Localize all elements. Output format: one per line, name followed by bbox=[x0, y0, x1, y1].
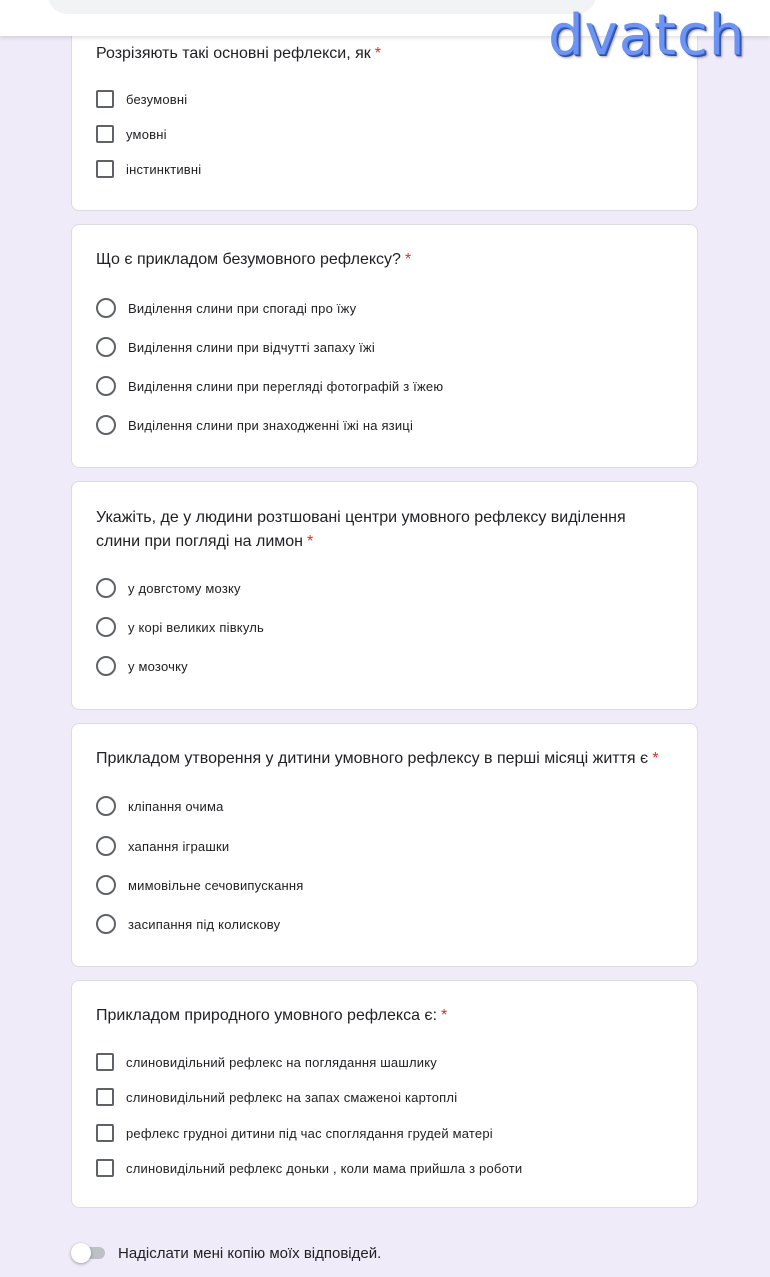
radio-icon[interactable] bbox=[96, 376, 116, 396]
option-label: інстинктивні bbox=[126, 161, 202, 177]
checkbox-option[interactable] bbox=[96, 1086, 457, 1108]
checkbox-icon[interactable] bbox=[96, 1124, 114, 1142]
checkbox-option[interactable] bbox=[96, 1122, 493, 1144]
checkbox-option[interactable] bbox=[96, 88, 187, 110]
option-label: у корі великих півкуль bbox=[128, 619, 265, 635]
radio-icon[interactable] bbox=[96, 578, 116, 598]
required-asterisk: * bbox=[404, 251, 412, 268]
radio-icon[interactable] bbox=[96, 415, 116, 435]
checkbox-option[interactable] bbox=[96, 1051, 437, 1073]
option-label: Виділення слини при спогаді про їжу bbox=[128, 300, 357, 316]
option-label: засипання під колискову bbox=[128, 916, 281, 932]
checkbox-icon[interactable] bbox=[96, 1159, 114, 1177]
checkbox-icon[interactable] bbox=[96, 90, 114, 108]
checkbox-option[interactable] bbox=[96, 123, 167, 145]
option-label: рефлекс грудноі дитини під час споглядання грудей матері bbox=[126, 1125, 493, 1141]
required-asterisk: * bbox=[652, 750, 659, 767]
radio-option[interactable] bbox=[96, 835, 229, 857]
question-card-4 bbox=[71, 723, 698, 967]
question-card-5 bbox=[71, 980, 698, 1208]
radio-option[interactable] bbox=[96, 414, 413, 436]
radio-icon[interactable] bbox=[96, 875, 116, 895]
option-label: слиновидільний рефлекс доньки , коли мама прийшла з роботи bbox=[126, 1160, 523, 1176]
question-card-3 bbox=[71, 481, 698, 710]
option-label: кліпання очима bbox=[128, 798, 224, 814]
option-label: у мозочку bbox=[128, 658, 188, 674]
question-title: Прикладом природного умовного рефлекса є: * bbox=[96, 1007, 448, 1024]
question-title: Що є прикладом безумовного рефлексу? * bbox=[96, 251, 412, 268]
radio-icon[interactable] bbox=[96, 617, 116, 637]
checkbox-icon[interactable] bbox=[96, 125, 114, 143]
radio-option[interactable] bbox=[96, 874, 304, 896]
search-bar[interactable] bbox=[48, 0, 596, 14]
question-title: Розрізяють такі основні рефлекси, як * bbox=[96, 45, 381, 62]
required-asterisk: * bbox=[441, 1007, 448, 1024]
question-title: Укажіть, де у людини розтшовані центри умовного рефлексу виділення слини при погляді на лимон * bbox=[96, 509, 626, 550]
checkbox-option[interactable] bbox=[96, 158, 201, 180]
question-card-2 bbox=[71, 224, 698, 468]
radio-option[interactable] bbox=[96, 375, 443, 397]
send-copy-row bbox=[71, 1240, 381, 1266]
radio-option[interactable] bbox=[96, 795, 224, 817]
radio-icon[interactable] bbox=[96, 914, 116, 934]
checkbox-icon[interactable] bbox=[96, 1053, 114, 1071]
radio-option[interactable] bbox=[96, 297, 356, 319]
option-label: хапання іграшки bbox=[128, 838, 230, 854]
radio-option[interactable] bbox=[96, 577, 241, 599]
option-label: Виділення слини при знаходженні їжі на язиці bbox=[128, 417, 414, 433]
option-label: слиновидільний рефлекс на запах смаженоі картоплі bbox=[126, 1089, 458, 1105]
checkbox-icon[interactable] bbox=[96, 160, 114, 178]
option-label: Виділення слини при відчутті запаху їжі bbox=[128, 339, 375, 355]
option-label: мимовільне сечовипускання bbox=[128, 877, 304, 893]
required-asterisk: * bbox=[374, 45, 381, 62]
option-label: Виділення слини при перегляді фотографій з їжею bbox=[128, 378, 444, 394]
option-label: умовні bbox=[126, 126, 167, 142]
radio-icon[interactable] bbox=[96, 796, 116, 816]
option-label: слиновидільний рефлекс на поглядання шашлику bbox=[126, 1054, 437, 1070]
radio-option[interactable] bbox=[96, 616, 264, 638]
checkbox-option[interactable] bbox=[96, 1157, 522, 1179]
radio-option[interactable] bbox=[96, 655, 188, 677]
question-title: Прикладом утворення у дитини умовного рефлексу в перші місяці життя є * bbox=[96, 750, 659, 767]
option-label: у довгстому мозку bbox=[128, 580, 241, 596]
send-copy-label: Надіслати мені копію моїх відповідей. bbox=[118, 1244, 382, 1262]
radio-icon[interactable] bbox=[96, 836, 116, 856]
radio-icon[interactable] bbox=[96, 656, 116, 676]
watermark-logo: dvatch bbox=[548, 3, 746, 68]
required-asterisk: * bbox=[307, 533, 314, 550]
checkbox-icon[interactable] bbox=[96, 1088, 114, 1106]
radio-option[interactable] bbox=[96, 336, 375, 358]
radio-option[interactable] bbox=[96, 913, 280, 935]
radio-icon[interactable] bbox=[96, 337, 116, 357]
option-label: безумовні bbox=[126, 91, 188, 107]
send-copy-toggle[interactable] bbox=[71, 1243, 107, 1263]
toggle-thumb bbox=[71, 1243, 91, 1263]
radio-icon[interactable] bbox=[96, 298, 116, 318]
